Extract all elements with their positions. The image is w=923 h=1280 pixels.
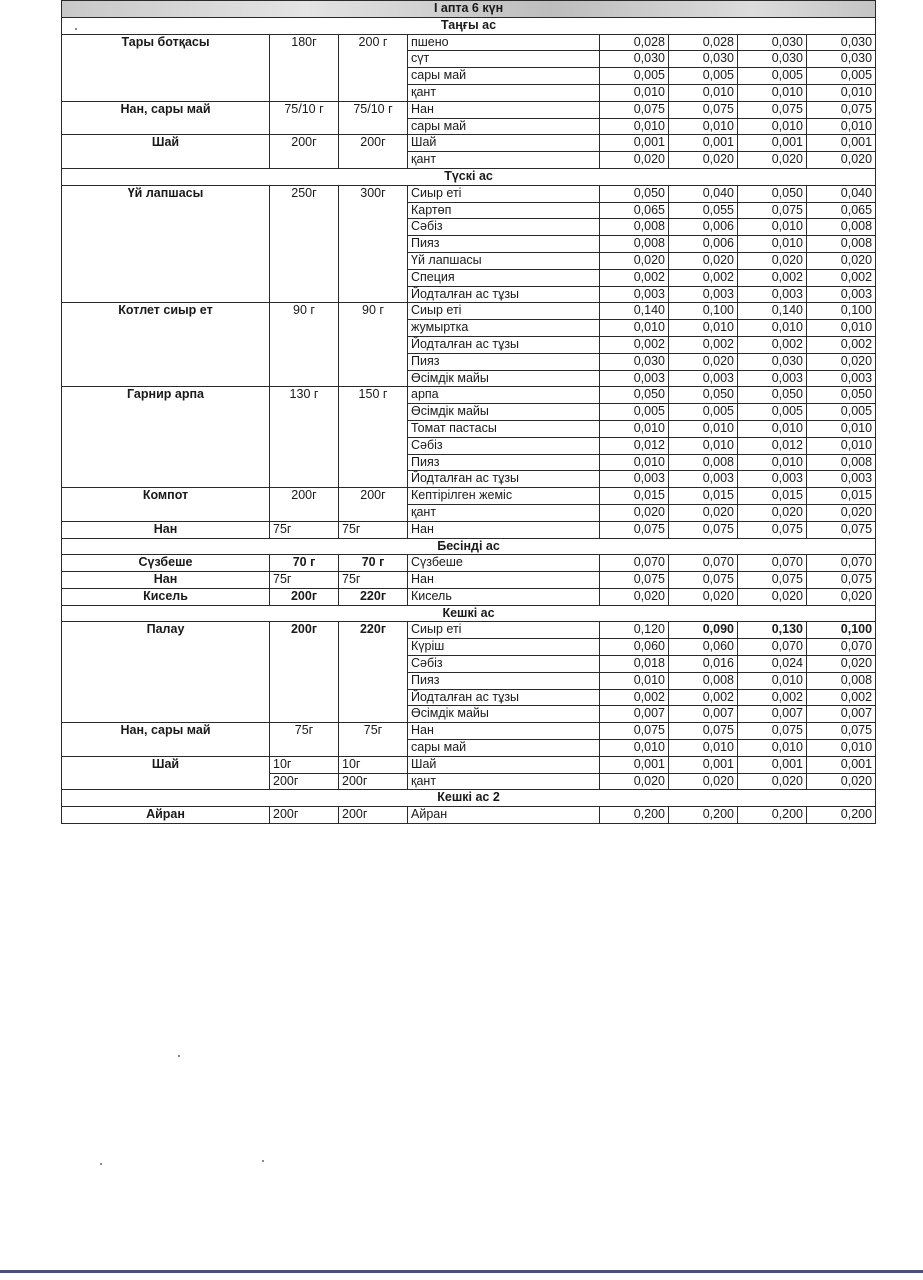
weight-small: 180г [270,34,339,101]
quantity-cell: 0,001 [600,135,669,152]
section-row [62,168,876,185]
quantity-cell: 0,075 [738,101,807,118]
table-row [62,723,876,740]
quantity-cell: 0,030 [738,51,807,68]
quantity-cell: 0,010 [738,740,807,757]
ingredient: Өсімдік майы [408,370,600,387]
quantity-cell: 0,020 [669,353,738,370]
quantity-cell: 0,001 [600,756,669,773]
ingredient: Сиыр еті [408,303,600,320]
quantity-cell: 0,010 [600,454,669,471]
weight-small: 130 г [270,387,339,488]
quantity-cell: 0,020 [738,252,807,269]
section-row [62,790,876,807]
quantity-cell: 0,007 [600,706,669,723]
quantity-cell: 0,020 [669,504,738,521]
quantity-cell: 0,003 [738,370,807,387]
quantity-cell: 0,018 [600,656,669,673]
page-title: I апта 6 күн [62,1,876,18]
quantity-cell: 0,008 [807,672,876,689]
weight-small: 75г [270,723,339,757]
quantity-cell: 0,010 [669,420,738,437]
quantity-cell: 0,075 [600,101,669,118]
weight-large: 220г [339,588,408,605]
quantity-cell: 0,075 [807,723,876,740]
scan-speck [75,28,77,30]
dish-name: Котлет сиыр ет [62,303,270,387]
quantity-cell: 0,020 [738,588,807,605]
quantity-cell: 0,070 [738,639,807,656]
quantity-cell: 0,003 [669,286,738,303]
quantity-cell: 0,020 [669,588,738,605]
quantity-cell: 0,003 [600,370,669,387]
section-title: Кешкі ас [62,605,876,622]
quantity-cell: 0,005 [807,68,876,85]
section-row [62,17,876,34]
weight-small: 250г [270,185,339,303]
quantity-cell: 0,024 [738,656,807,673]
quantity-cell: 0,020 [807,504,876,521]
quantity-cell: 0,008 [807,236,876,253]
quantity-cell: 0,010 [738,454,807,471]
dish-name: Шай [62,135,270,169]
table-row [62,756,876,773]
quantity-cell: 0,010 [669,118,738,135]
dish-name: Гарнир арпа [62,387,270,488]
table-row [62,488,876,505]
quantity-cell: 0,075 [669,521,738,538]
dish-name: Шай [62,756,270,790]
quantity-cell: 0,050 [738,185,807,202]
quantity-cell: 0,028 [600,34,669,51]
ingredient: Сиыр еті [408,622,600,639]
table-row [62,521,876,538]
quantity-cell: 0,010 [600,118,669,135]
quantity-cell: 0,008 [600,219,669,236]
quantity-cell: 0,200 [669,807,738,824]
quantity-cell: 0,010 [738,320,807,337]
table-row [62,303,876,320]
table-row [62,185,876,202]
quantity-cell: 0,008 [669,672,738,689]
weight-large: 200г [339,135,408,169]
weight-small: 75г [270,521,339,538]
quantity-cell: 0,050 [600,387,669,404]
quantity-cell: 0,120 [600,622,669,639]
ingredient: Картөп [408,202,600,219]
quantity-cell: 0,012 [600,437,669,454]
quantity-cell: 0,005 [600,68,669,85]
weight-small: 75/10 г [270,101,339,135]
dish-name: Компот [62,488,270,522]
quantity-cell: 0,020 [807,152,876,169]
quantity-cell: 0,020 [600,252,669,269]
ingredient: Шай [408,135,600,152]
quantity-cell: 0,020 [738,773,807,790]
ingredient: Пияз [408,672,600,689]
quantity-cell: 0,001 [807,756,876,773]
quantity-cell: 0,075 [669,723,738,740]
weight-large: 75/10 г [339,101,408,135]
quantity-cell: 0,070 [807,639,876,656]
quantity-cell: 0,005 [738,68,807,85]
quantity-cell: 0,020 [669,152,738,169]
quantity-cell: 0,010 [807,437,876,454]
quantity-cell: 0,002 [807,269,876,286]
quantity-cell: 0,010 [669,740,738,757]
weight-large: 150 г [339,387,408,488]
weight-small: 70 г [270,555,339,572]
quantity-cell: 0,020 [807,588,876,605]
quantity-cell: 0,015 [600,488,669,505]
ingredient: пшено [408,34,600,51]
quantity-cell: 0,010 [669,320,738,337]
table-row [62,555,876,572]
ingredient: сүт [408,51,600,68]
dish-name: Нан [62,572,270,589]
quantity-cell: 0,001 [738,756,807,773]
quantity-cell: 0,028 [669,34,738,51]
quantity-cell: 0,050 [807,387,876,404]
quantity-cell: 0,030 [807,51,876,68]
quantity-cell: 0,003 [669,370,738,387]
quantity-cell: 0,020 [600,152,669,169]
ingredient: Йодталған ас тұзы [408,689,600,706]
ingredient: сары май [408,740,600,757]
quantity-cell: 0,020 [600,773,669,790]
quantity-cell: 0,002 [669,336,738,353]
quantity-cell: 0,002 [738,336,807,353]
section-row [62,538,876,555]
quantity-cell: 0,075 [807,572,876,589]
quantity-cell: 0,075 [807,101,876,118]
weight-small: 10г [270,756,339,773]
quantity-cell: 0,005 [807,404,876,421]
ingredient: Айран [408,807,600,824]
quantity-cell: 0,007 [738,706,807,723]
quantity-cell: 0,200 [738,807,807,824]
quantity-cell: 0,050 [738,387,807,404]
quantity-cell: 0,008 [600,236,669,253]
quantity-cell: 0,055 [669,202,738,219]
quantity-cell: 0,008 [807,219,876,236]
ingredient: Йодталған ас тұзы [408,471,600,488]
quantity-cell: 0,075 [738,521,807,538]
quantity-cell: 0,030 [600,51,669,68]
ingredient: Пияз [408,353,600,370]
ingredient: жумыртка [408,320,600,337]
quantity-cell: 0,010 [600,672,669,689]
table-row [62,807,876,824]
weight-small: 75г [270,572,339,589]
quantity-cell: 0,075 [738,202,807,219]
quantity-cell: 0,075 [807,521,876,538]
quantity-cell: 0,020 [669,252,738,269]
quantity-cell: 0,003 [738,471,807,488]
quantity-cell: 0,010 [669,84,738,101]
ingredient: Үй лапшасы [408,252,600,269]
quantity-cell: 0,100 [807,303,876,320]
quantity-cell: 0,030 [669,51,738,68]
table-row [62,34,876,51]
quantity-cell: 0,002 [807,336,876,353]
weight-large: 75г [339,521,408,538]
ingredient: Кептірілген жеміс [408,488,600,505]
weight-small: 200г [270,622,339,723]
quantity-cell: 0,070 [600,555,669,572]
quantity-cell: 0,090 [669,622,738,639]
menu-sheet [61,0,875,824]
weight-large: 90 г [339,303,408,387]
weight-large: 75г [339,723,408,757]
quantity-cell: 0,002 [600,336,669,353]
dish-name: Сүзбеше [62,555,270,572]
quantity-cell: 0,075 [669,572,738,589]
quantity-cell: 0,002 [738,269,807,286]
quantity-cell: 0,010 [600,420,669,437]
quantity-cell: 0,015 [738,488,807,505]
quantity-cell: 0,065 [600,202,669,219]
quantity-cell: 0,005 [669,68,738,85]
quantity-cell: 0,001 [669,135,738,152]
quantity-cell: 0,100 [669,303,738,320]
menu-table [61,0,876,824]
ingredient: сары май [408,68,600,85]
page-bottom-edge [0,1270,923,1273]
quantity-cell: 0,040 [669,185,738,202]
dish-name: Нан, сары май [62,723,270,757]
quantity-cell: 0,010 [738,420,807,437]
quantity-cell: 0,001 [738,135,807,152]
scan-speck [262,1160,264,1162]
section-row [62,605,876,622]
quantity-cell: 0,015 [669,488,738,505]
quantity-cell: 0,030 [738,34,807,51]
quantity-cell: 0,020 [669,773,738,790]
dish-name: Кисель [62,588,270,605]
weight-small: 200г [270,488,339,522]
ingredient: Сәбіз [408,656,600,673]
weight-large: 200 г [339,34,408,101]
quantity-cell: 0,140 [600,303,669,320]
quantity-cell: 0,002 [738,689,807,706]
ingredient: Пияз [408,454,600,471]
quantity-cell: 0,001 [669,756,738,773]
weight-large: 70 г [339,555,408,572]
quantity-cell: 0,006 [669,219,738,236]
quantity-cell: 0,010 [669,437,738,454]
section-title: Кешкі ас 2 [62,790,876,807]
quantity-cell: 0,001 [807,135,876,152]
ingredient: Кисель [408,588,600,605]
quantity-cell: 0,007 [669,706,738,723]
quantity-cell: 0,005 [669,404,738,421]
quantity-cell: 0,003 [807,471,876,488]
weight-large: 75г [339,572,408,589]
quantity-cell: 0,010 [600,320,669,337]
dish-name: Нан, сары май [62,101,270,135]
quantity-cell: 0,010 [807,118,876,135]
weight-large: 200г [339,807,408,824]
ingredient: қант [408,84,600,101]
quantity-cell: 0,003 [807,286,876,303]
weight-small: 200г [270,773,339,790]
quantity-cell: 0,010 [600,740,669,757]
ingredient: Пияз [408,236,600,253]
quantity-cell: 0,010 [738,118,807,135]
ingredient: сары май [408,118,600,135]
weight-large: 200г [339,773,408,790]
quantity-cell: 0,010 [738,84,807,101]
dish-name: Тары ботқасы [62,34,270,101]
quantity-cell: 0,002 [669,269,738,286]
quantity-cell: 0,100 [807,622,876,639]
ingredient: Сүзбеше [408,555,600,572]
table-row [62,387,876,404]
ingredient: Томат пастасы [408,420,600,437]
weight-large: 200г [339,488,408,522]
weight-large: 220г [339,622,408,723]
quantity-cell: 0,075 [738,723,807,740]
quantity-cell: 0,010 [807,740,876,757]
ingredient: қант [408,773,600,790]
ingredient: Өсімдік майы [408,404,600,421]
ingredient: Өсімдік майы [408,706,600,723]
ingredient: Нан [408,101,600,118]
ingredient: қант [408,504,600,521]
ingredient: Йодталған ас тұзы [408,336,600,353]
quantity-cell: 0,015 [807,488,876,505]
quantity-cell: 0,020 [600,588,669,605]
quantity-cell: 0,020 [807,656,876,673]
quantity-cell: 0,050 [600,185,669,202]
quantity-cell: 0,010 [807,320,876,337]
quantity-cell: 0,020 [600,504,669,521]
section-title: Бесінді ас [62,538,876,555]
section-title: Таңғы ас [62,17,876,34]
quantity-cell: 0,002 [600,269,669,286]
quantity-cell: 0,010 [807,84,876,101]
weight-small: 90 г [270,303,339,387]
quantity-cell: 0,020 [738,504,807,521]
quantity-cell: 0,005 [738,404,807,421]
quantity-cell: 0,050 [669,387,738,404]
ingredient: Күріш [408,639,600,656]
quantity-cell: 0,010 [738,672,807,689]
quantity-cell: 0,065 [807,202,876,219]
title-row [62,1,876,18]
dish-name: Палау [62,622,270,723]
scan-speck [100,1163,102,1165]
dish-name: Үй лапшасы [62,185,270,303]
quantity-cell: 0,075 [600,572,669,589]
weight-small: 200г [270,807,339,824]
quantity-cell: 0,005 [600,404,669,421]
ingredient: Шай [408,756,600,773]
quantity-cell: 0,003 [669,471,738,488]
quantity-cell: 0,010 [807,420,876,437]
weight-large: 300г [339,185,408,303]
quantity-cell: 0,070 [807,555,876,572]
quantity-cell: 0,002 [669,689,738,706]
ingredient: Йодталған ас тұзы [408,286,600,303]
quantity-cell: 0,010 [738,219,807,236]
quantity-cell: 0,003 [738,286,807,303]
ingredient: Специя [408,269,600,286]
quantity-cell: 0,003 [807,370,876,387]
quantity-cell: 0,002 [807,689,876,706]
quantity-cell: 0,020 [807,252,876,269]
quantity-cell: 0,040 [807,185,876,202]
quantity-cell: 0,200 [807,807,876,824]
table-row [62,101,876,118]
ingredient: арпа [408,387,600,404]
quantity-cell: 0,130 [738,622,807,639]
quantity-cell: 0,030 [738,353,807,370]
quantity-cell: 0,016 [669,656,738,673]
quantity-cell: 0,006 [669,236,738,253]
quantity-cell: 0,020 [807,353,876,370]
quantity-cell: 0,003 [600,471,669,488]
ingredient: Сиыр еті [408,185,600,202]
quantity-cell: 0,070 [669,555,738,572]
quantity-cell: 0,008 [669,454,738,471]
quantity-cell: 0,030 [600,353,669,370]
quantity-cell: 0,008 [807,454,876,471]
table-row [62,572,876,589]
quantity-cell: 0,075 [600,723,669,740]
dish-name: Айран [62,807,270,824]
table-row [62,588,876,605]
quantity-cell: 0,003 [600,286,669,303]
quantity-cell: 0,075 [738,572,807,589]
quantity-cell: 0,010 [600,84,669,101]
quantity-cell: 0,002 [600,689,669,706]
quantity-cell: 0,007 [807,706,876,723]
ingredient: Нан [408,572,600,589]
scan-speck [178,1055,180,1057]
dish-name: Нан [62,521,270,538]
quantity-cell: 0,012 [738,437,807,454]
weight-large: 10г [339,756,408,773]
quantity-cell: 0,010 [738,236,807,253]
quantity-cell: 0,020 [807,773,876,790]
ingredient: Сәбіз [408,219,600,236]
quantity-cell: 0,060 [600,639,669,656]
weight-small: 200г [270,588,339,605]
ingredient: Нан [408,521,600,538]
quantity-cell: 0,020 [738,152,807,169]
ingredient: Нан [408,723,600,740]
quantity-cell: 0,075 [600,521,669,538]
quantity-cell: 0,075 [669,101,738,118]
section-title: Түскі ас [62,168,876,185]
table-row [62,135,876,152]
weight-small: 200г [270,135,339,169]
quantity-cell: 0,140 [738,303,807,320]
quantity-cell: 0,030 [807,34,876,51]
quantity-cell: 0,070 [738,555,807,572]
table-row [62,622,876,639]
quantity-cell: 0,060 [669,639,738,656]
quantity-cell: 0,200 [600,807,669,824]
ingredient: қант [408,152,600,169]
ingredient: Сәбіз [408,437,600,454]
